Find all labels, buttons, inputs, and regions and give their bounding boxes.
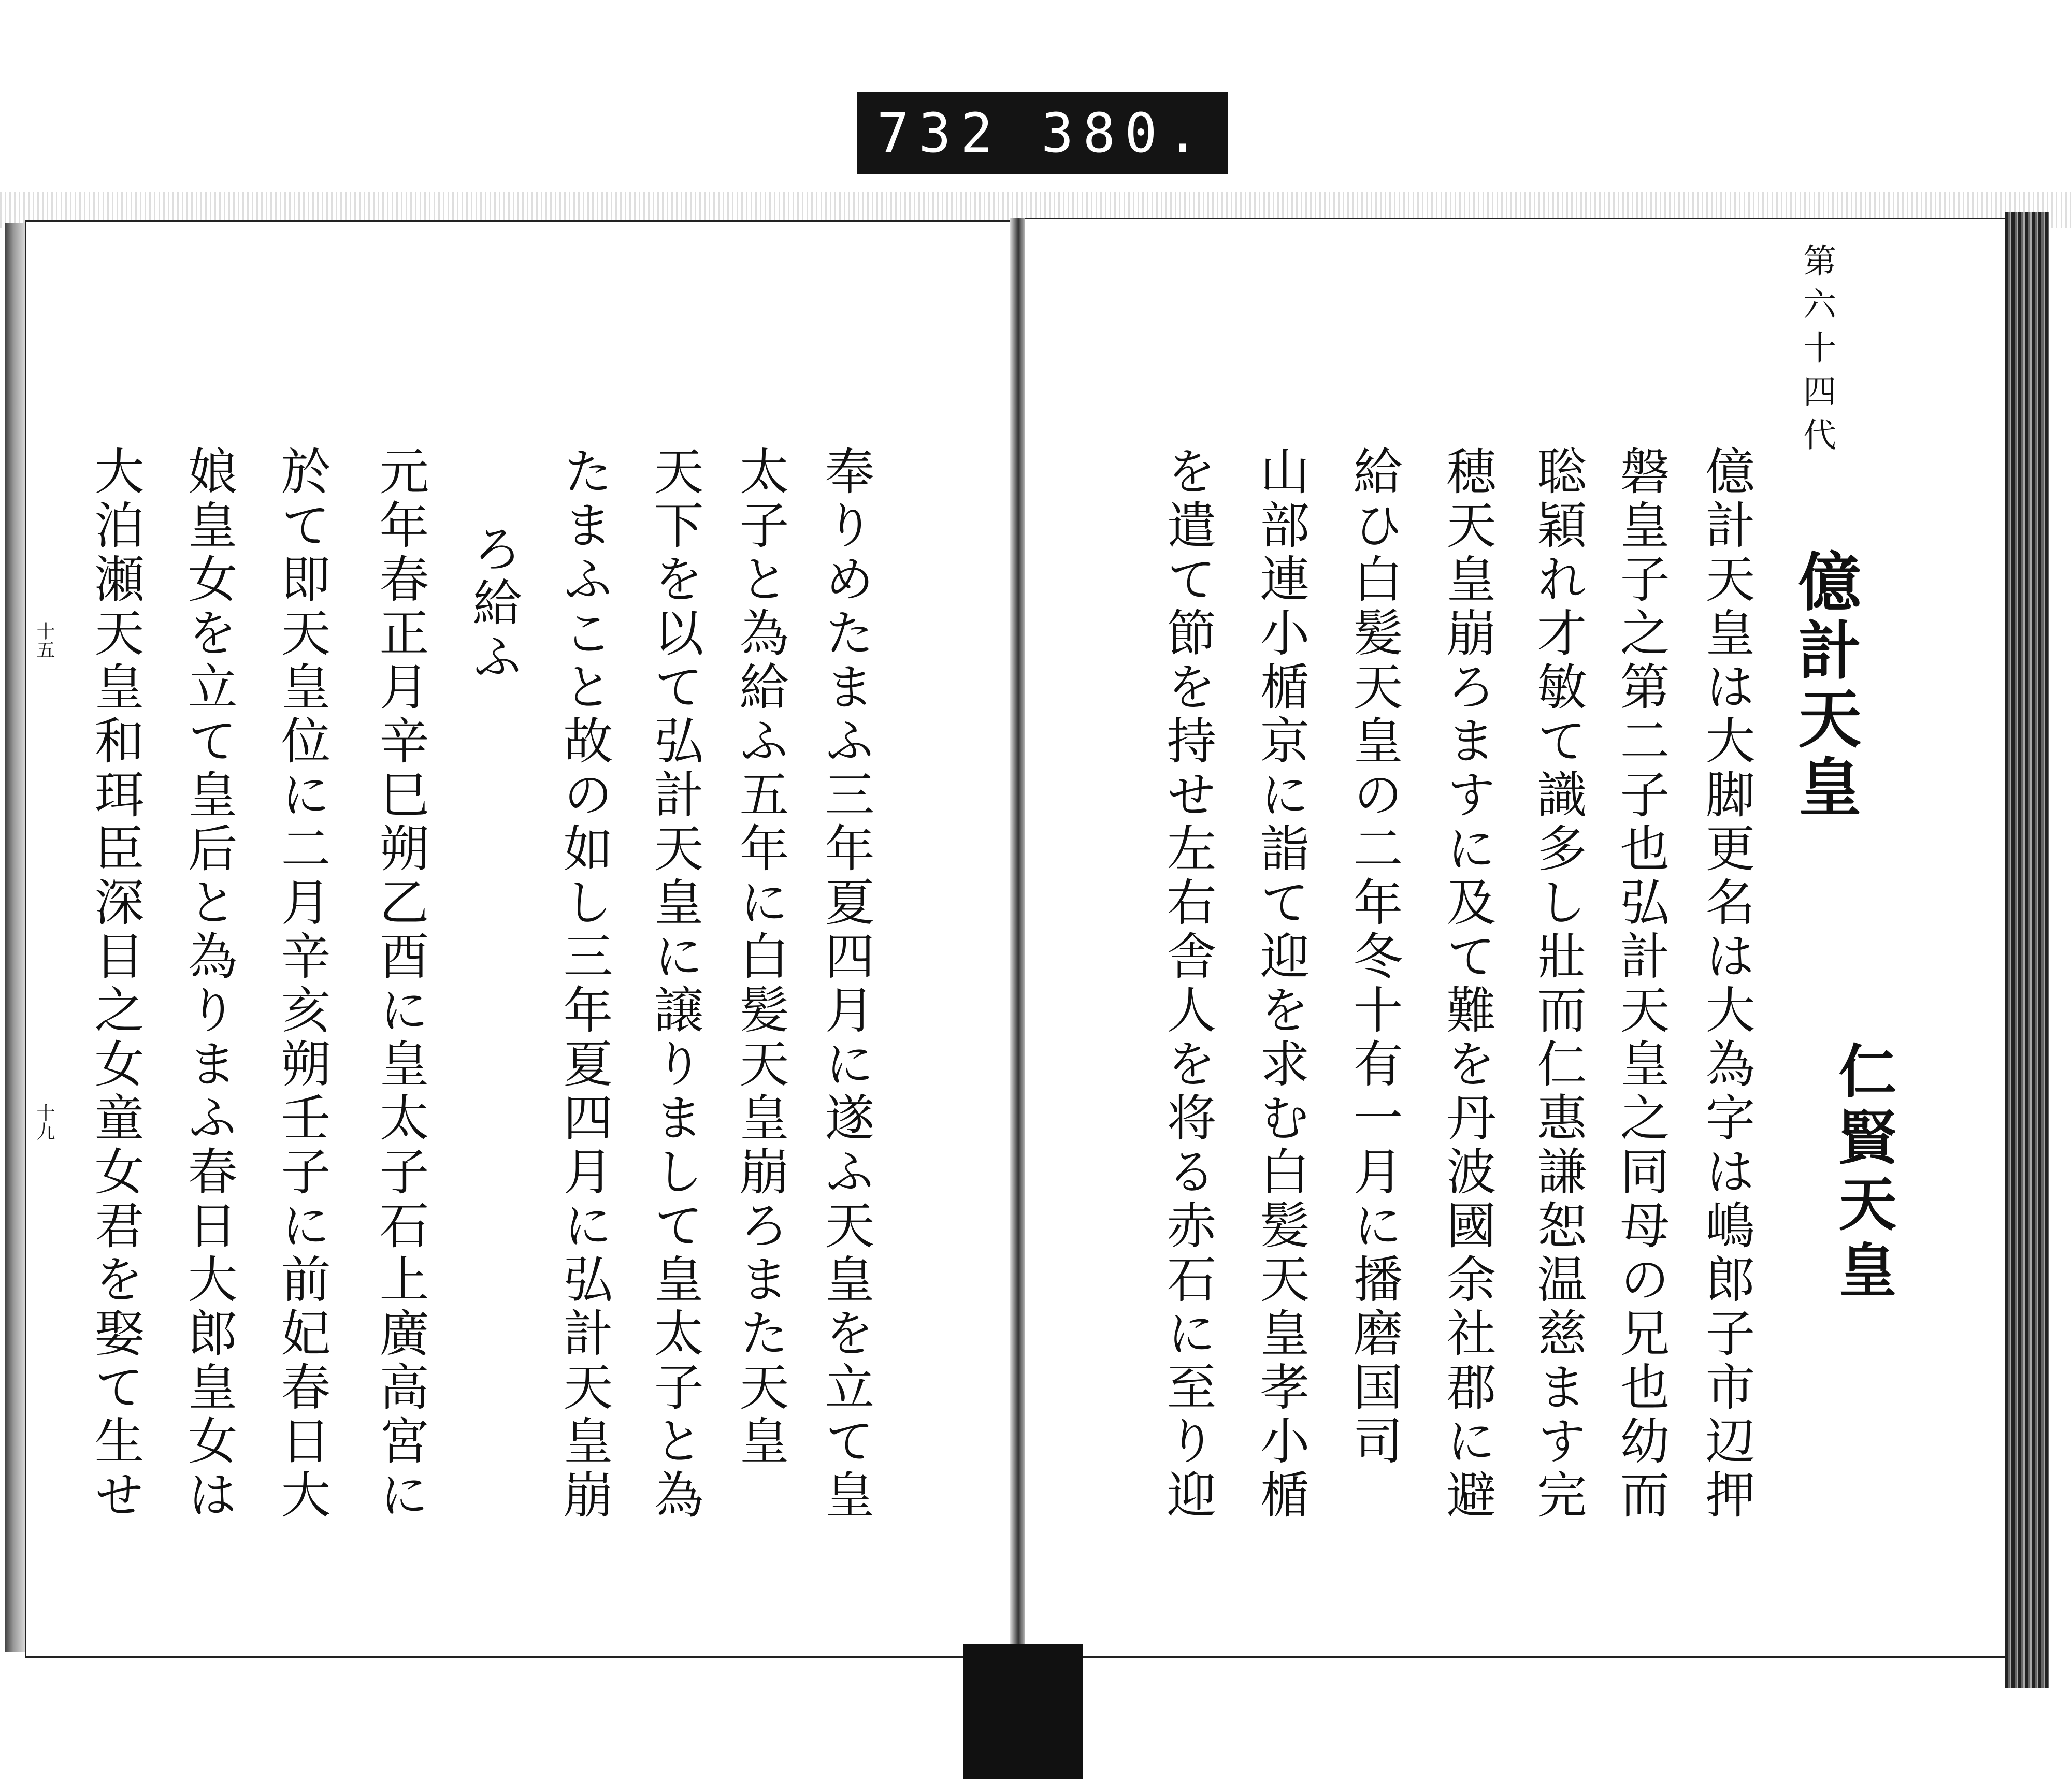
left-note: ろ給ふ: [465, 523, 523, 685]
folio-mark-2: 十九: [34, 1103, 55, 1140]
right-text-column-1: 億計天皇は大脚更名は大為字は嶋郎子市辺押: [1697, 445, 1756, 1523]
left-page-edge: [5, 223, 26, 1652]
chapter-number: 第六十四代: [1797, 243, 1836, 461]
catalog-label: [857, 92, 1228, 174]
emperor-title-note: 仁賢天皇: [1829, 1041, 1897, 1306]
left-text-column-3: 天下を以て弘計天皇に譲りまして皇太子と為: [646, 445, 704, 1523]
catalog-number-right: 380.: [1041, 102, 1208, 165]
emperor-title: 億計天皇: [1788, 549, 1862, 822]
gutter-shadow: [963, 1644, 1083, 1779]
left-text-column-2: 太子と為給ふ五年に白髪天皇崩ろまた天皇: [731, 445, 789, 1469]
folio-mark-1: 十五: [34, 621, 55, 659]
left-text-column-8: 大泊瀬天皇和珥臣深目之女童女君を娶て生せ: [87, 445, 145, 1523]
left-text-column-6: 於て即天皇位に二月辛亥朔壬子に前妃春日大: [273, 445, 331, 1523]
right-text-column-3: 聡穎れ才敏て識多し壯而仁惠謙恕温慈ます完: [1529, 445, 1587, 1523]
right-text-column-7: を遣て節を持せ左右舎人を将る赤石に至り迎: [1159, 445, 1217, 1523]
left-text-column-1: 奉りめたまふ三年夏四月に遂ふ天皇を立て皇: [817, 445, 875, 1523]
left-text-column-4: たまふこと故の如し三年夏四月に弘計天皇崩: [555, 445, 613, 1523]
right-page-edge: [2005, 212, 2049, 1688]
right-text-column-5: 給ひ白髪天皇の二年冬十有一月に播磨国司: [1345, 445, 1403, 1469]
right-text-column-2: 磐皇子之第二子也弘計天皇之同母の兄也幼而: [1612, 445, 1670, 1523]
right-text-column-6: 山部連小楯京に詣て迎を求む白髪天皇孝小楯: [1252, 445, 1310, 1523]
left-text-column-5: 元年春正月辛巳朔乙酉に皇太子石上廣高宮に: [371, 445, 429, 1523]
right-text-column-4: 穂天皇崩ろますに及て難を丹波國余社郡に避: [1438, 445, 1497, 1523]
catalog-number-left: 732: [876, 102, 1002, 165]
left-text-column-7: 娘皇女を立て皇后と為りまふ春日大郎皇女は: [180, 445, 238, 1523]
